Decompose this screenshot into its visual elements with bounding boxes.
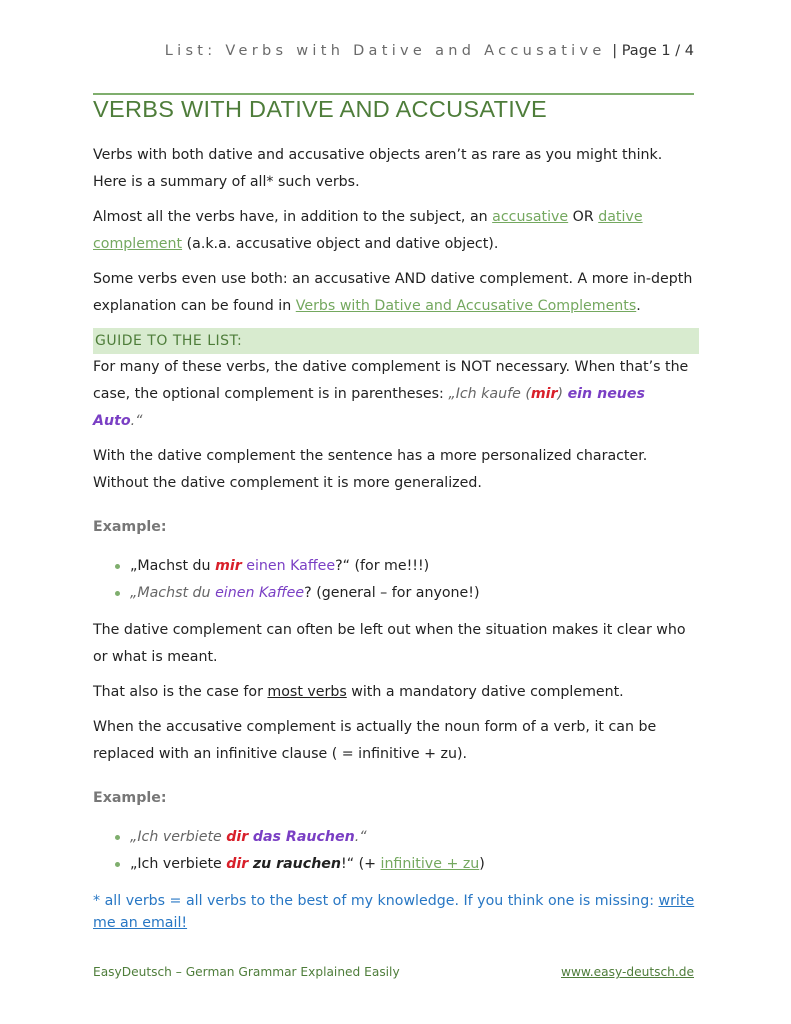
text-span: .“ [354,829,367,845]
footer-tagline: EasyDeutsch – German Grammar Explained Easily [93,965,400,979]
example-list-2 [93,824,699,878]
text-span: !“ (+ [341,856,381,872]
dative-word: dir [226,829,249,845]
accusative-link[interactable]: accusative [492,209,569,225]
list-item [115,553,699,580]
text-span: .“ [130,413,143,429]
underlined-text: most verbs [267,684,347,700]
website-link[interactable]: www.easy-deutsch.de [561,965,694,979]
guide-paragraph-5: When the accusative complement is actually the noun form of a verb, it can be replaced with an infinitive clause ( = infinitive + zu). [93,719,657,762]
text-span: For many of these verbs, the dative complement is NOT necessary. When that’s the case, the optional complement is in parentheses: [93,359,689,402]
page-title: VERBS WITH DATIVE AND ACCUSATIVE [93,96,547,122]
verbs-dative-accusative-link[interactable]: Verbs with Dative and Accusative Complements [295,298,637,314]
list-item [115,851,699,878]
header-doc-title: List: Verbs with Dative and Accusative [164,43,606,59]
list-item [115,580,699,607]
page-header [165,43,694,59]
footnote [93,890,699,934]
email-link[interactable]: write me an email! [93,893,695,931]
document-body [93,142,699,934]
example-list-1 [93,553,699,607]
accusative-word: einen Kaffee [246,558,336,574]
dative-word: mir [530,386,558,402]
text-span: Some verbs even use both: an accusative AND dative complement. A more in-depth explanation can be found in [93,271,693,314]
text-span: That also is the case for [93,684,268,700]
guide-paragraph-3: The dative complement can often be left out when the situation makes it clear who or what is meant. [93,622,686,665]
list-item [115,824,699,851]
accusative-word: das Rauchen [252,829,355,845]
text-span: „Machst du [130,558,216,574]
infinitive-zu-link[interactable]: infinitive + zu [380,856,480,872]
intro-paragraph-1: Verbs with both dative and accusative objects aren’t as rare as you might think. Here is a summary of all* such verbs. [93,147,663,190]
intro-paragraph-2 [93,204,699,258]
header-page-number: Page 1 / 4 [621,43,694,59]
text-span: ) [557,386,568,402]
guide-paragraph-4 [93,679,699,706]
text-span: * all verbs = all verbs to the best of my knowledge. If you think one is missing: [93,893,659,909]
text-span: ? (general – for anyone!) [304,585,480,601]
example-label: Example: [93,790,167,806]
text-span: Almost all the verbs have, in addition to the subject, an [93,209,493,225]
dative-word: mir [215,558,242,574]
text-span: with a mandatory dative complement. [346,684,624,700]
infinitive-clause: zu rauchen [252,856,342,872]
page-footer [93,965,694,979]
guide-paragraph-2: With the dative complement the sentence has a more personalized character. Without the dative complement it is more generalized. [93,448,648,491]
example-label: Example: [93,519,167,535]
guide-paragraph-1 [93,354,699,435]
text-span: ) [479,856,485,872]
text-span: (a.k.a. accusative object and dative object). [182,236,499,252]
text-span: ?“ (for me!!!) [335,558,430,574]
text-span: OR [568,209,599,225]
text-span: „Ich kaufe ( [448,386,531,402]
accusative-word: ein neues Auto [93,386,645,429]
dative-complement-link[interactable]: dative complement [93,209,643,252]
text-span: . [636,298,641,314]
text-span: „Machst du [130,585,216,601]
guide-heading: GUIDE TO THE LIST: [93,328,699,354]
dative-word: dir [226,856,249,872]
header-separator: | [607,43,622,59]
text-span: „Ich verbiete [130,829,227,845]
intro-paragraph-3 [93,266,699,320]
text-span: „Ich verbiete [130,856,227,872]
accusative-word: einen Kaffee [215,585,305,601]
title-divider [93,93,694,95]
